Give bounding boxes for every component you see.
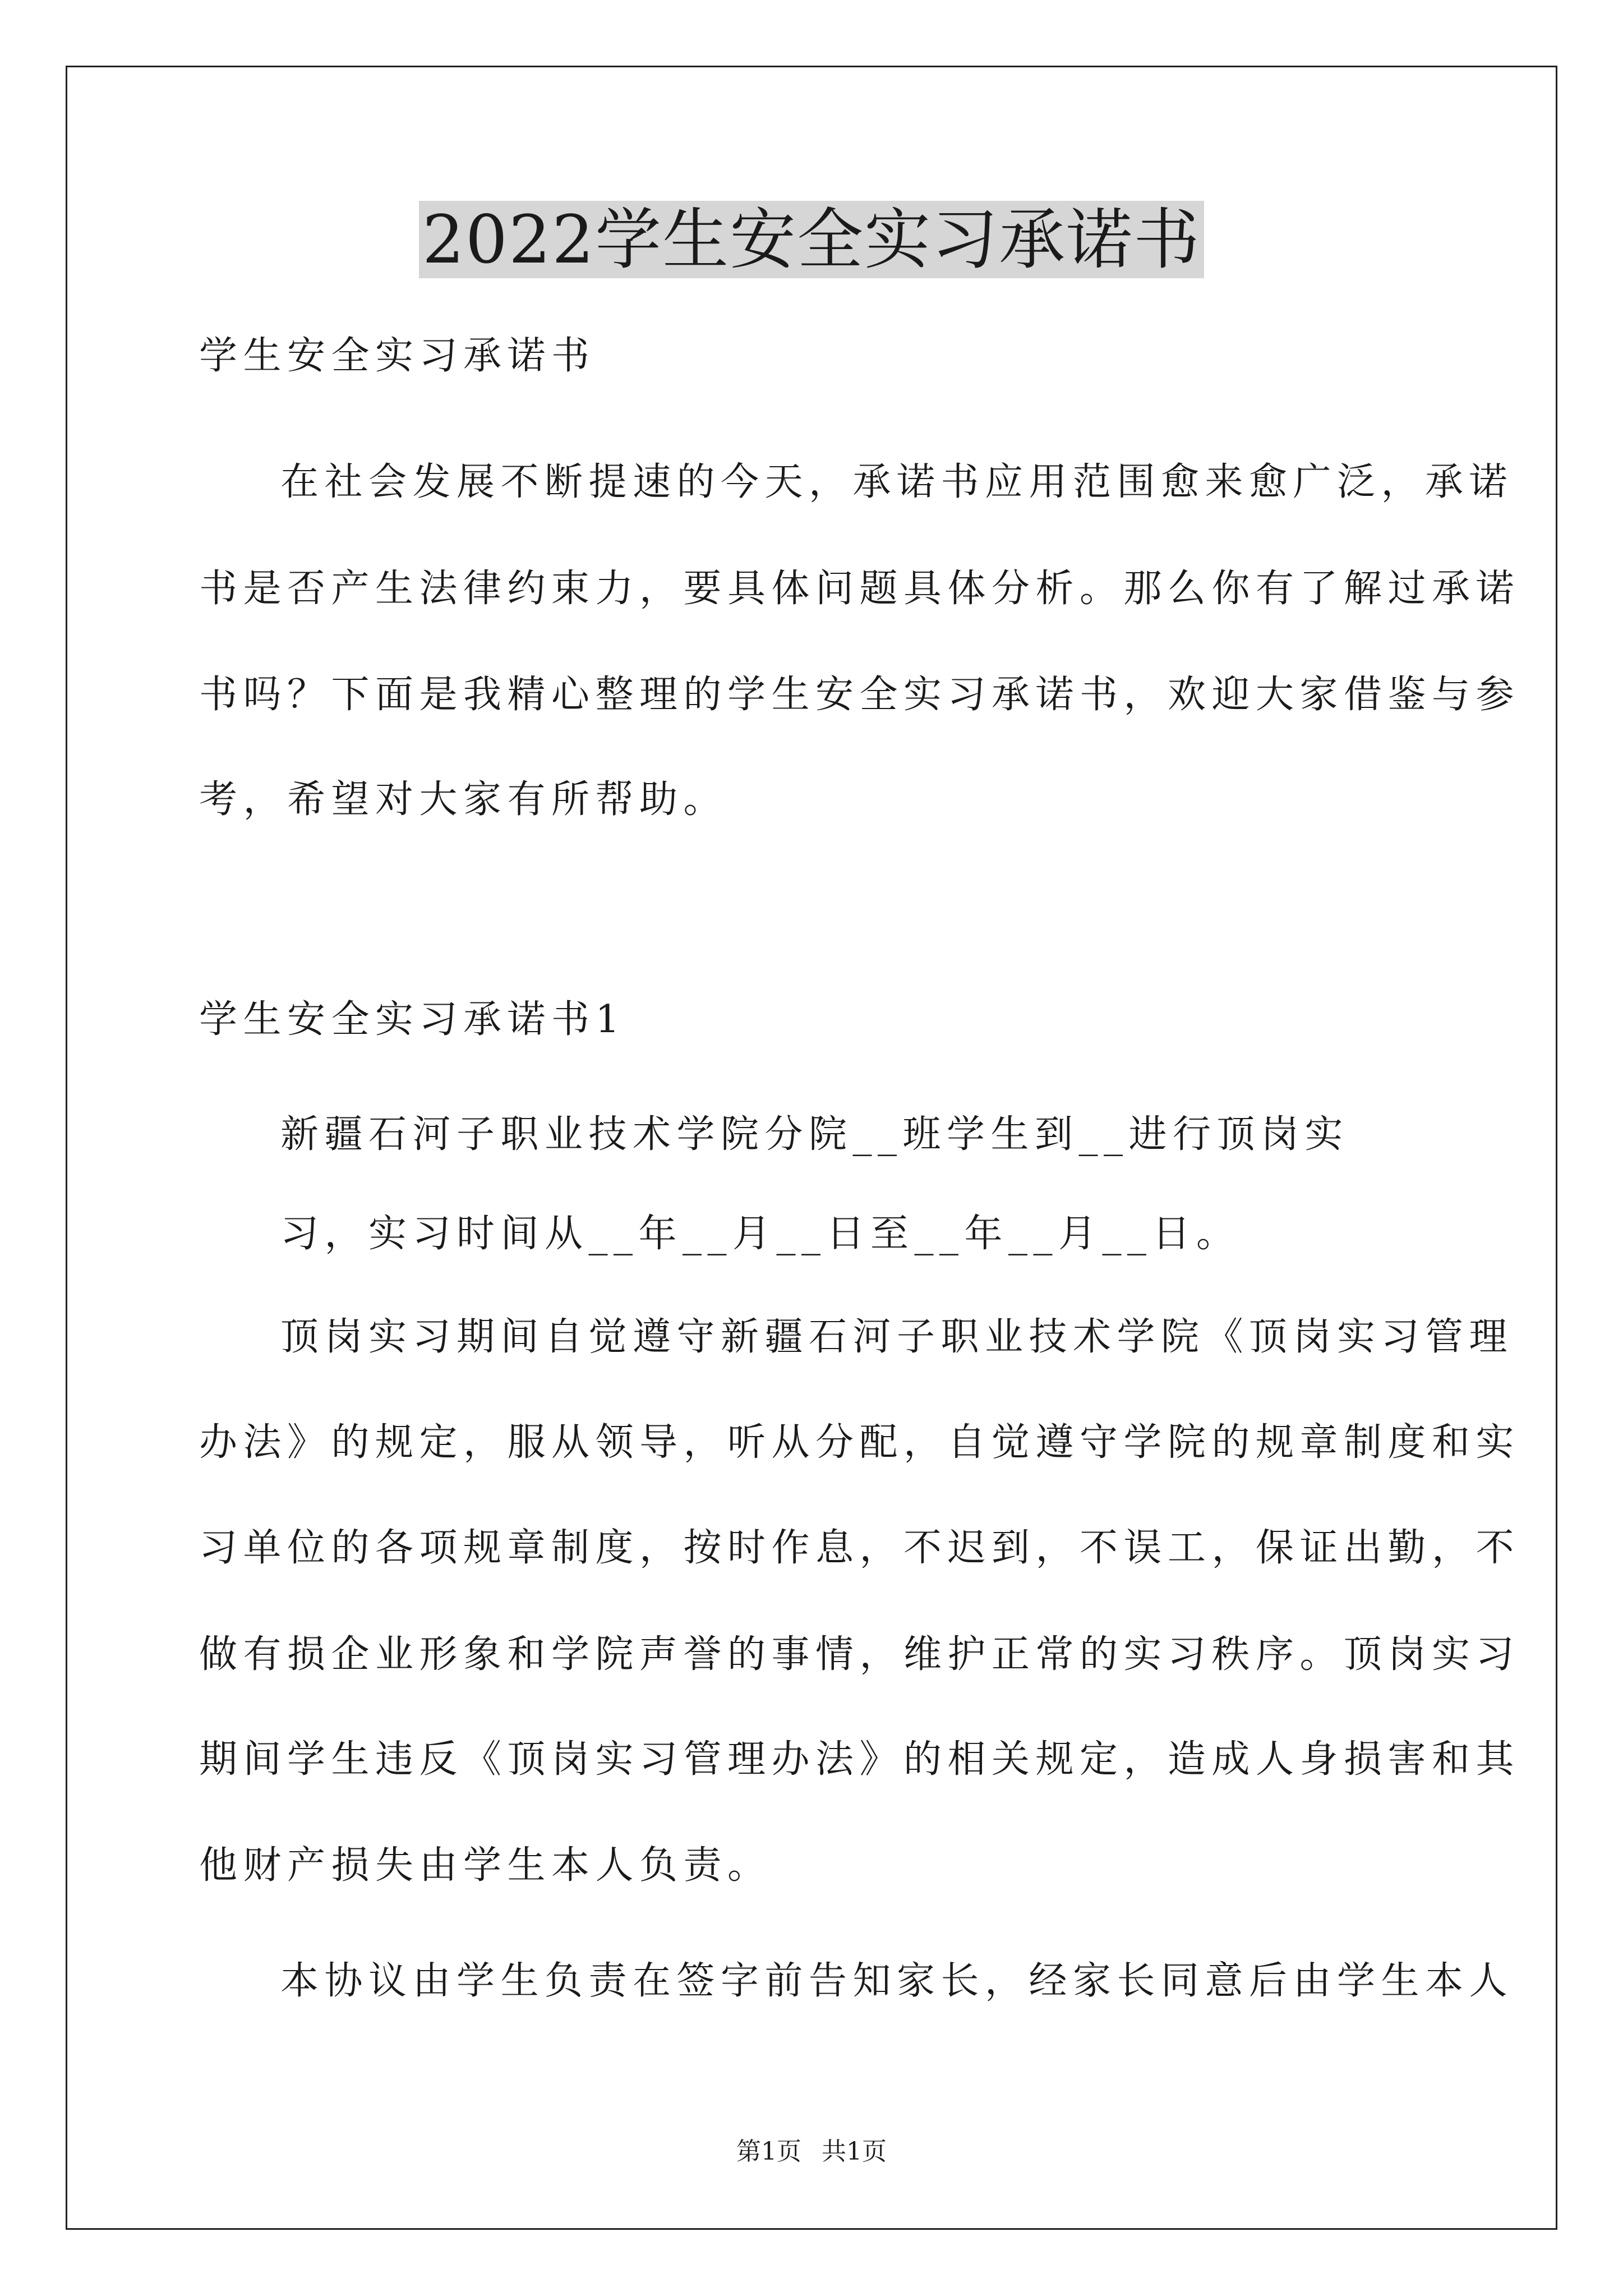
paragraph-line: 期间学生违反《顶岗实习管理办法》的相关规定，造成人身损害和其 xyxy=(199,1737,1520,1782)
document-title-text: 2022学生安全实习承诺书 xyxy=(419,201,1204,278)
paragraph-line: 顶岗实习期间自觉遵守新疆石河子职业技术学院《顶岗实习管理 xyxy=(280,1315,1514,1359)
paragraph-line: 办法》的规定，服从领导，听从分配，自觉遵守学院的规章制度和实 xyxy=(199,1420,1520,1465)
page-footer xyxy=(0,2135,1623,2169)
subtitle: 学生安全实习承诺书 xyxy=(199,334,596,378)
paragraph-line: 本协议由学生负责在签字前告知家长，经家长同意后由学生本人 xyxy=(280,1959,1514,2003)
paragraph-line: 新疆石河子职业技术学院分院__班学生到__进行顶岗实 xyxy=(280,1112,1349,1157)
section-heading: 学生安全实习承诺书1 xyxy=(199,997,626,1042)
paragraph-line: 书是否产生法律约束力，要具体问题具体分析。那么你有了解过承诺 xyxy=(199,567,1520,611)
page-total: 共1页 xyxy=(822,2137,887,2166)
paragraph-line: 在社会发展不断提速的今天，承诺书应用范围愈来愈广泛，承诺 xyxy=(280,460,1514,504)
paragraph-line: 做有损企业形象和学院声誉的事情，维护正常的实习秩序。顶岗实习 xyxy=(199,1632,1520,1677)
paragraph-line: 考，希望对大家有所帮助。 xyxy=(199,777,728,822)
document-title xyxy=(0,197,1623,282)
paragraph-line: 书吗？下面是我精心整理的学生安全实习承诺书，欢迎大家借鉴与参 xyxy=(199,673,1520,717)
paragraph-line: 他财产损失由学生本人负责。 xyxy=(199,1843,772,1888)
paragraph-line: 习单位的各项规章制度，按时作息，不迟到，不误工，保证出勤，不 xyxy=(199,1526,1520,1570)
page-number: 第1页 xyxy=(736,2137,801,2166)
paragraph-line: 习，实习时间从__年__月__日至__年__月__日。 xyxy=(280,1212,1241,1256)
